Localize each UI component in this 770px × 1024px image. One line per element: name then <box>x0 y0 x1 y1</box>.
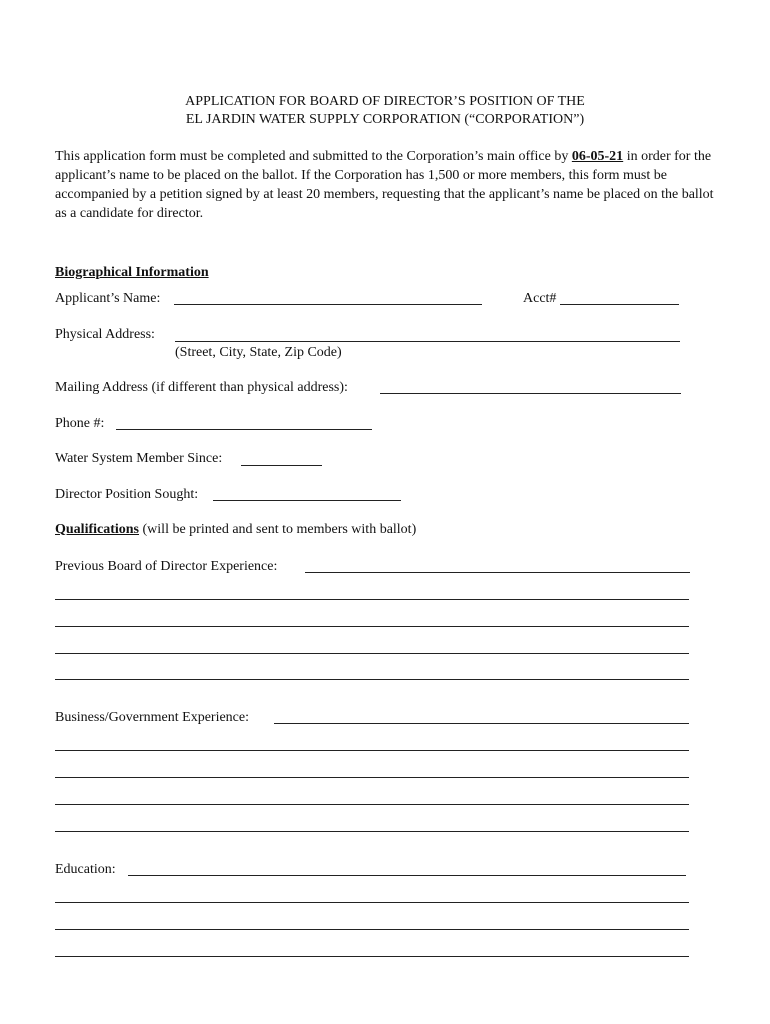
form-title-line-2: EL JARDIN WATER SUPPLY CORPORATION (“CORPORATION”) <box>185 112 585 127</box>
education-label: Education: <box>55 862 116 877</box>
member-since-field[interactable] <box>241 465 322 466</box>
member-since-label: Water System Member Since: <box>55 451 223 466</box>
business-experience-line-4[interactable] <box>55 804 689 805</box>
phone-field[interactable] <box>116 429 372 430</box>
deadline-date: 06-05-21 <box>571 149 624 164</box>
intro-text-before: This application form must be completed and submitted to the Corporation’s main office by <box>55 149 572 164</box>
physical-address-hint: (Street, City, State, Zip Code) <box>175 345 342 360</box>
applicant-name-field[interactable] <box>174 304 482 305</box>
position-sought-label: Director Position Sought: <box>55 487 199 502</box>
qualifications-heading: Qualifications <box>55 522 140 537</box>
mailing-address-field[interactable] <box>380 393 681 394</box>
previous-board-line-4[interactable] <box>55 653 689 654</box>
previous-board-line-5[interactable] <box>55 679 689 680</box>
intro-paragraph <box>55 147 720 223</box>
business-experience-line-5[interactable] <box>55 831 689 832</box>
previous-board-field[interactable] <box>305 572 690 573</box>
acct-label: Acct# <box>523 291 557 306</box>
business-experience-line-3[interactable] <box>55 777 689 778</box>
applicant-name-label: Applicant’s Name: <box>55 291 161 306</box>
previous-board-label: Previous Board of Director Experience: <box>55 559 278 574</box>
intro-text-after: in order for the applicant’s name to be placed on the ballot. If the Corporation has 1,500 or more members, this form must be accompanied by a petition signed by at least 20 members, requesting that the applicant’s name be placed on the ballot as a candidate for director. <box>55 149 714 221</box>
business-experience-field[interactable] <box>274 723 689 724</box>
previous-board-line-2[interactable] <box>55 599 689 600</box>
phone-label: Phone #: <box>55 416 105 431</box>
education-line-4[interactable] <box>55 956 689 957</box>
physical-address-label: Physical Address: <box>55 327 155 342</box>
physical-address-field[interactable] <box>175 341 680 342</box>
business-experience-label: Business/Government Experience: <box>55 710 250 725</box>
position-sought-field[interactable] <box>213 500 401 501</box>
mailing-address-label: Mailing Address (if different than physical address): <box>55 380 348 395</box>
acct-field[interactable] <box>560 304 679 305</box>
qualifications-header <box>55 522 416 538</box>
previous-board-line-3[interactable] <box>55 626 689 627</box>
education-line-2[interactable] <box>55 902 689 903</box>
education-line-3[interactable] <box>55 929 689 930</box>
education-field[interactable] <box>128 875 686 876</box>
business-experience-line-2[interactable] <box>55 750 689 751</box>
biographical-heading: Biographical Information <box>55 265 209 280</box>
form-title-line-1: APPLICATION FOR BOARD OF DIRECTOR’S POSITION OF THE <box>185 94 585 109</box>
qualifications-note: (will be printed and sent to members with ballot) <box>142 522 417 537</box>
